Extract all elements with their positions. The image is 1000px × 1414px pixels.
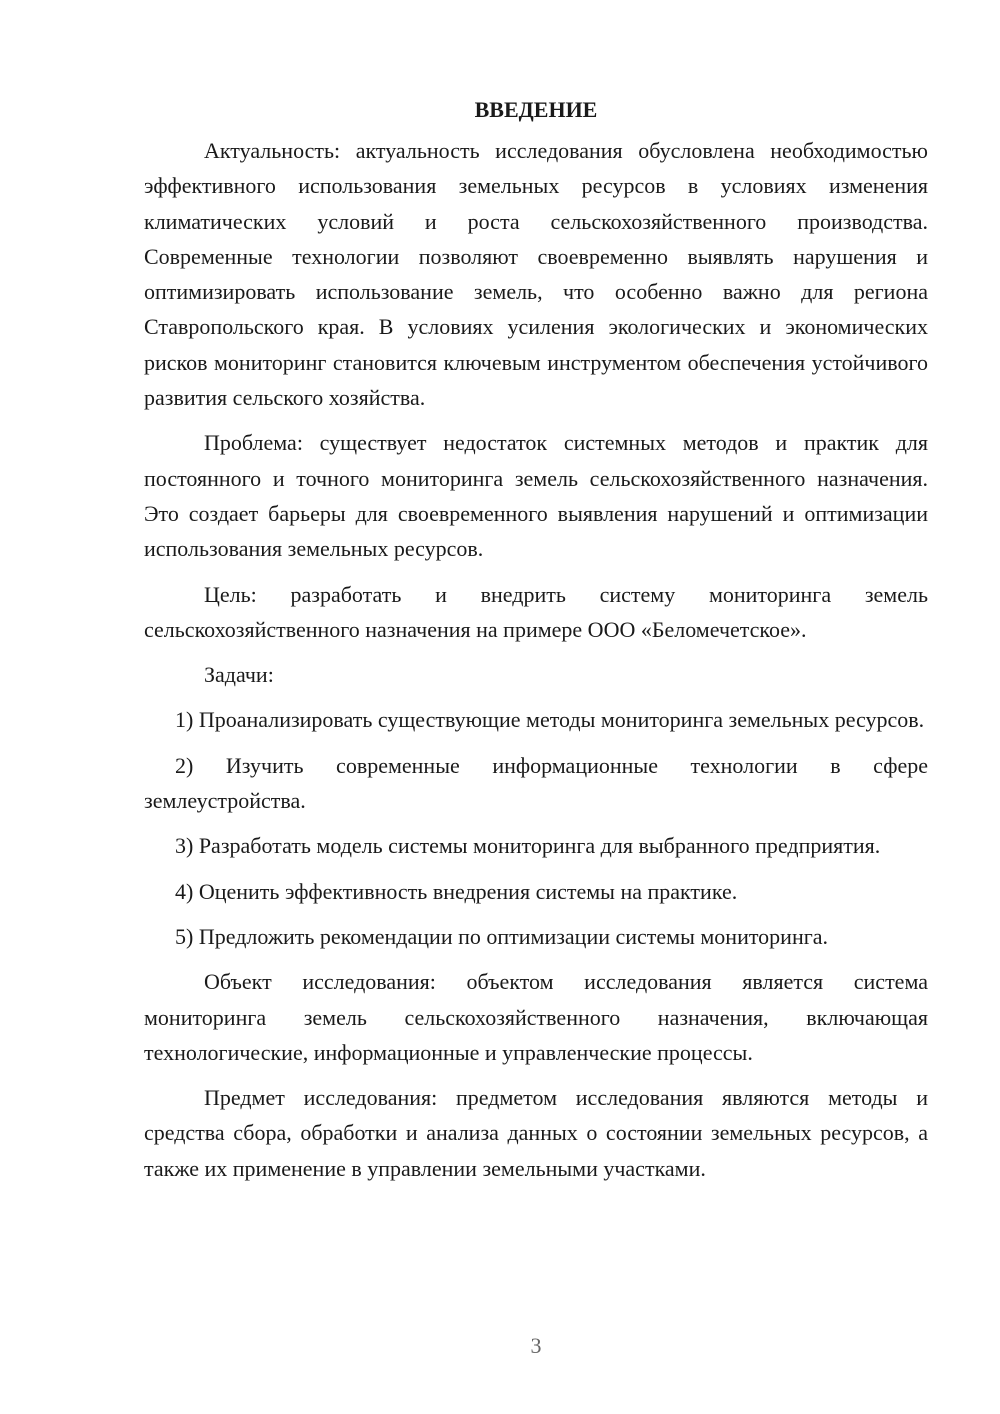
task-item-1: 1) Проанализировать существующие методы мониторинга земельных ресурсов. [175,707,925,733]
task-item-5: 5) Предложить рекомендации по оптимизации системы мониторинга. [175,923,829,949]
task-item-2: 2) Изучить современные информационные технологии в сфере землеустройства. [144,752,928,814]
section-title: ВВЕДЕНИЕ [474,97,598,122]
task-item-3: 3) Разработать модель системы мониторинга для выбранного предприятия. [175,833,881,859]
task-item-4: 4) Оценить эффективность внедрения системы на практике. [175,878,738,904]
paragraph-problem: Проблема: существует недостаток системных методов и практик для постоянного и точного мониторинга земель сельскохозяйственного назначения. Это создает барьеры для своевременного выявления нарушений и оптимизации использования земельных ресурсов. [144,430,928,562]
paragraph-relevance: Актуальность: актуальность исследования обусловлена необходимостью эффективного использования земельных ресурсов в условиях изменения климатических условий и роста сельскохозяйственного производства. Современные технологии позволяют своевременно выявлять нарушения и оптимизировать использование земель, что особенно важно для региона Ставропольского края. В условиях усиления экологических и экономических рисков мониторинг становится ключевым инструментом обеспечения устойчивого развития сельского хозяйства. [144,138,928,411]
page-number: 3 [530,1333,542,1358]
tasks-heading: Задачи: [204,662,274,688]
paragraph-goal: Цель: разработать и внедрить систему мониторинга земель сельскохозяйственного назначения на примере ООО «Беломечетское». [144,581,928,642]
paragraph-object: Объект исследования: объектом исследования является система мониторинга земель сельскохозяйственного назначения, включающая технологические, информационные и управленческие процессы. [144,969,928,1065]
document-page [144,92,928,1186]
paragraph-subject: Предмет исследования: предметом исследования являются методы и средства сбора, обработки и анализа данных о состоянии земельных ресурсов, а также их применение в управлении земельными участками. [144,1085,928,1181]
